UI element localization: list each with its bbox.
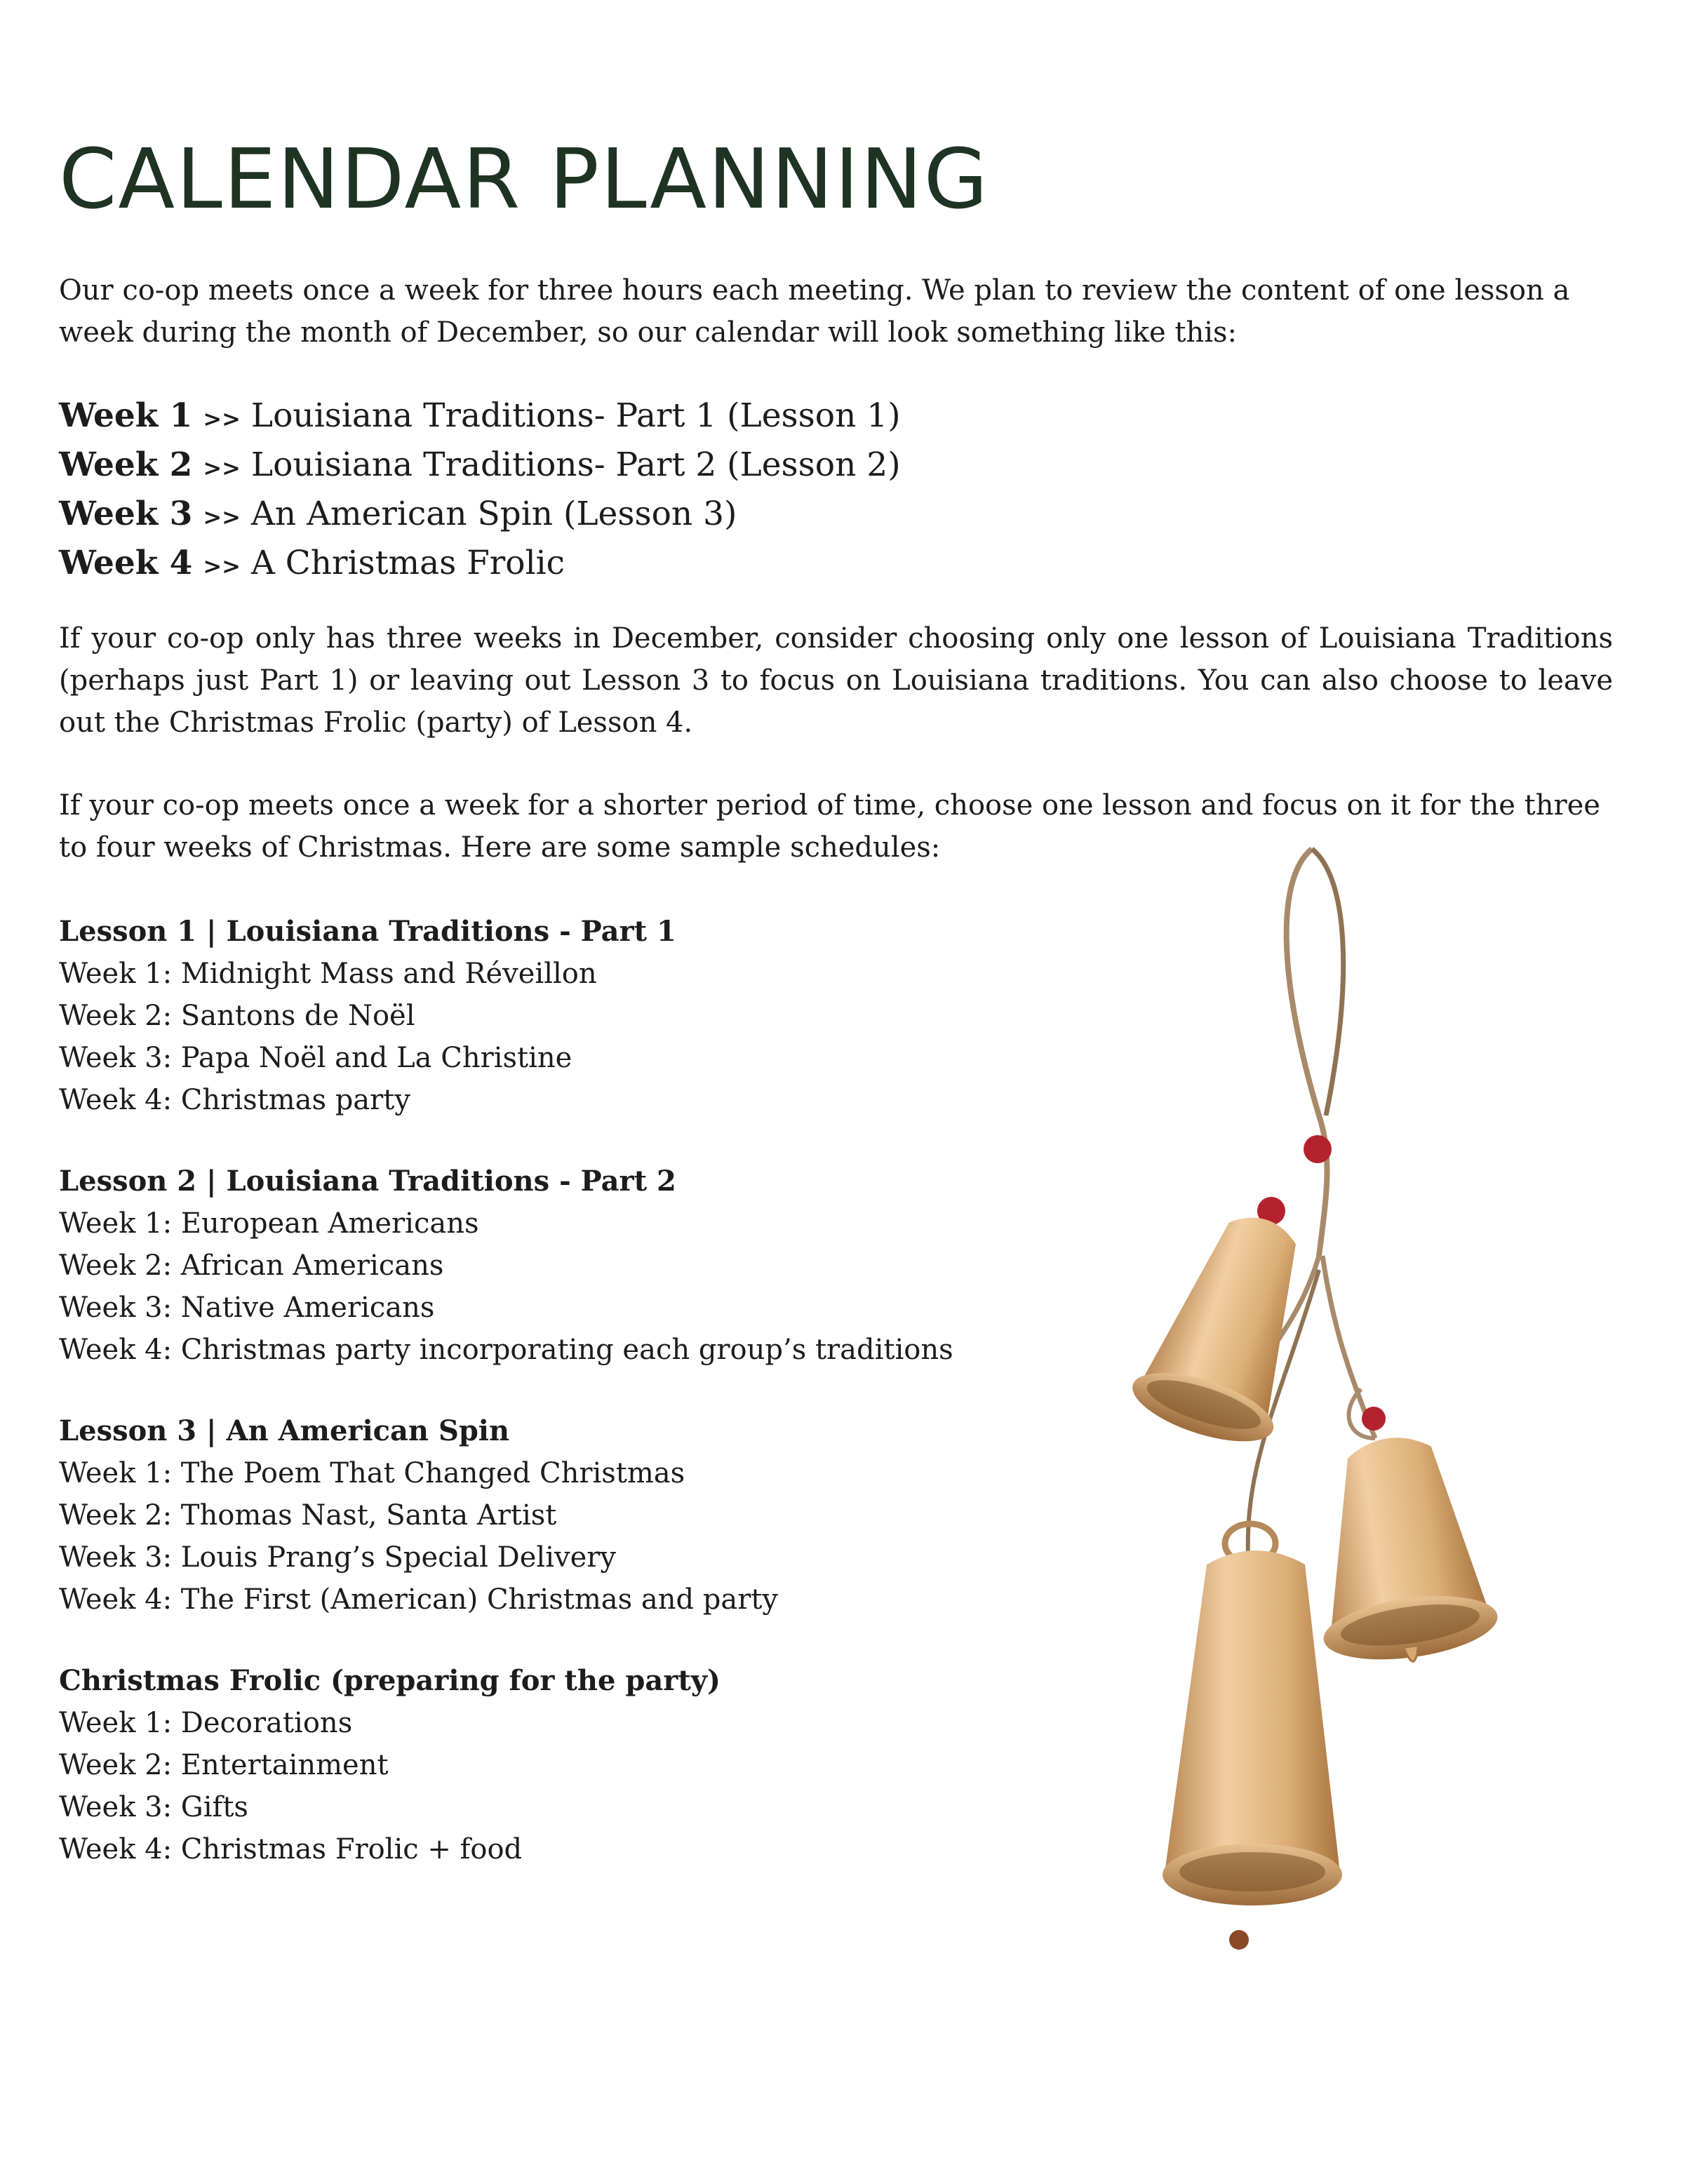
shorter-period-paragraph: If your co-op meets once a week for a shorter period of time, choose one lesson and focus on it for the three to four weeks of Christmas. Here are some sample schedules: (59, 789, 1600, 864)
schedule-item: Week 1: The Poem That Changed Christmas (59, 1457, 685, 1489)
schedule-heading: Lesson 3 | An American Spin (59, 1414, 510, 1447)
schedule-item: Week 2: Thomas Nast, Santa Artist (59, 1499, 557, 1532)
schedule-heading: Lesson 1 | Louisiana Traditions - Part 1 (59, 915, 676, 948)
three-weeks-paragraph: If your co-op only has three weeks in December, consider choosing only one lesson of Louisiana Traditions (perhaps just Part 1) or leaving out Lesson 3 to focus on Louisiana traditions. You can also choose to leave out the Christmas Frolic (party) of Lesson 4. (59, 622, 1613, 739)
weekly-calendar (59, 393, 901, 589)
schedule-item: Week 2: Entertainment (59, 1749, 389, 1781)
schedule-item: Week 4: The First (American) Christmas and party (59, 1583, 779, 1616)
schedule-item: Week 3: Gifts (59, 1791, 248, 1823)
schedule-item: Week 4: Christmas Frolic + food (59, 1833, 523, 1865)
schedule-item: Week 4: Christmas party (59, 1084, 410, 1116)
schedule-lesson-1 (59, 911, 676, 1121)
schedule-item: Week 4: Christmas party incorporating each group’s traditions (59, 1334, 953, 1366)
schedule-item: Week 3: Native Americans (59, 1292, 435, 1324)
schedule-item: Week 2: Santons de Noël (59, 1000, 415, 1032)
schedule-item: Week 3: Louis Prang’s Special Delivery (59, 1541, 616, 1574)
schedule-item: Week 1: Decorations (59, 1707, 353, 1739)
schedule-item: Week 1: European Americans (59, 1207, 479, 1240)
schedule-heading: Christmas Frolic (preparing for the party) (59, 1664, 721, 1697)
schedule-lesson-3 (59, 1410, 778, 1621)
schedule-heading: Lesson 2 | Louisiana Traditions - Part 2 (59, 1165, 676, 1198)
week-row: Week 4 >> A Christmas Frolic (59, 544, 565, 582)
week-row: Week 1 >> Louisiana Traditions- Part 1 (Lesson 1) (59, 396, 901, 435)
schedule-item: Week 3: Papa Noël and La Christine (59, 1042, 572, 1074)
schedule-christmas-frolic (59, 1660, 721, 1870)
intro-paragraph: Our co-op meets once a week for three hours each meeting. We plan to review the content of one lesson a week during the month of December, so our calendar will look something like this: (59, 274, 1570, 349)
week-row: Week 3 >> An American Spin (Lesson 3) (59, 495, 737, 533)
schedule-lesson-2 (59, 1160, 953, 1371)
week-row: Week 2 >> Louisiana Traditions- Part 2 (Lesson 2) (59, 445, 901, 484)
christmas-bells-icon (1066, 835, 1543, 2098)
schedule-item: Week 2: African Americans (59, 1250, 444, 1282)
schedule-item: Week 1: Midnight Mass and Réveillon (59, 958, 597, 990)
page-title: CALENDAR PLANNING (59, 130, 990, 227)
